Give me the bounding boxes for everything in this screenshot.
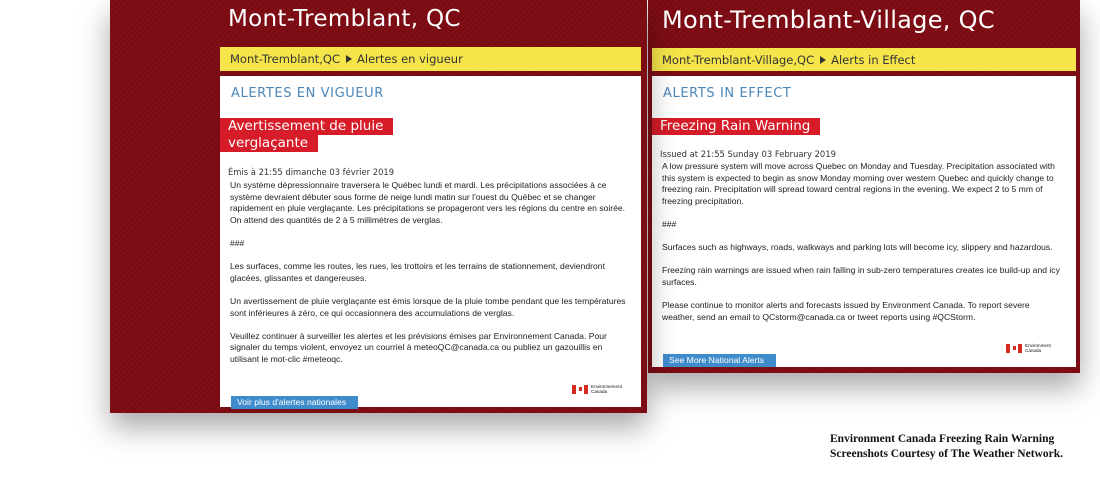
alert-separator: ###: [230, 237, 245, 248]
alert-body: [662, 161, 1064, 335]
alert-paragraph: Veuillez continuer à surveiller les alertes et les prévisions émises par Environnement Canada. Pour signaler du temps violent, envoyez un courriel à meteoQC@canada.ca ou publiez un gazouillis en utilisant le mot-clic #meteoqc.: [230, 330, 607, 364]
alert-body: [230, 180, 629, 377]
logo-text-line: Environment: [1025, 343, 1051, 348]
logo-text-line: Canada: [591, 389, 608, 394]
alert-content: [220, 76, 641, 407]
warning-title: Freezing Rain Warning: [652, 118, 820, 135]
french-alert-screenshot: [110, 0, 647, 413]
alert-separator: ###: [662, 218, 677, 229]
breadcrumb: [220, 47, 641, 71]
environment-canada-logo: [1006, 343, 1051, 353]
alert-paragraph: Les surfaces, comme les routes, les rues, les trottoirs et les terrains de stationnement, deviendront glacées, glissantes et dangereuses.: [230, 261, 605, 283]
alert-content: [652, 76, 1076, 367]
alert-paragraph: Surfaces such as highways, roads, walkways and parking lots will become icy, slippery and hazardous.: [662, 242, 1053, 253]
breadcrumb-arrow-icon: [346, 55, 352, 63]
canada-flag-icon: [1006, 344, 1022, 353]
canada-flag-icon: [572, 385, 588, 394]
warning-heading: [652, 118, 820, 135]
alert-paragraph: A low pressure system will move across Quebec on Monday and Tuesday. Precipitation associated with this system is expected to begin as snow Monday morning over western Quebec and quickly change to freezing rain. Precipitation will spread toward central regions in the evening. We expect 2 to 5 mm of freezing precipitation.: [662, 161, 1055, 206]
logo-text-line: Environnement: [591, 384, 622, 389]
city-title: Mont-Tremblant-Village, QC: [662, 6, 995, 34]
warning-heading: [220, 118, 393, 152]
breadcrumb-location-link[interactable]: Mont-Tremblant,QC: [230, 52, 341, 66]
see-more-alerts-button[interactable]: See More National Alerts: [663, 354, 776, 367]
see-more-alerts-button[interactable]: Voir plus d'alertes nationales: [231, 396, 358, 409]
breadcrumb-current-page: Alerts in Effect: [831, 52, 916, 67]
warning-title-line: verglaçante: [220, 135, 318, 152]
city-title: Mont-Tremblant, QC: [228, 6, 461, 32]
environment-canada-logo: [572, 384, 622, 394]
issued-timestamp: Issued at 21:55 Sunday 03 February 2019: [660, 149, 836, 159]
logo-text-line: Canada: [1025, 348, 1042, 353]
image-caption: [830, 432, 1063, 461]
alert-paragraph: Freezing rain warnings are issued when rain falling in sub-zero temperatures creates ice build-up and icy surfaces.: [662, 265, 1060, 287]
section-title: ALERTS IN EFFECT: [663, 86, 792, 101]
alert-paragraph: Un système dépressionnaire traversera le Québec lundi et mardi. Les précipitations associées à ce système devraient débuter sous forme de neige lundi matin sur l'ouest du Québec et se changer rapidement en pluie verglaçante. Les précipitations se propageront vers les régions du centre en soirée. On attend des quantités de 2 à 5 millimètres de verglas.: [230, 180, 626, 225]
english-alert-screenshot: [648, 0, 1080, 373]
section-title: ALERTES EN VIGUEUR: [231, 86, 384, 101]
warning-title-line: Avertissement de pluie: [220, 118, 393, 135]
caption-line: Environment Canada Freezing Rain Warning: [830, 433, 1055, 445]
breadcrumb-location-link[interactable]: Mont-Tremblant-Village,QC: [662, 52, 815, 67]
breadcrumb: [652, 48, 1076, 71]
breadcrumb-arrow-icon: [820, 56, 826, 64]
alert-paragraph: Please continue to monitor alerts and forecasts issued by Environment Canada. To report severe weather, send an email to QCstorm@canada.ca or tweet reports using #QCStorm.: [662, 300, 1030, 322]
caption-line: Screenshots Courtesy of The Weather Network.: [830, 447, 1063, 460]
breadcrumb-current-page: Alertes en vigueur: [357, 52, 463, 66]
issued-timestamp: Émis à 21:55 dimanche 03 février 2019: [228, 167, 395, 177]
alert-paragraph: Un avertissement de pluie verglaçante est émis lorsque de la pluie tombe pendant que les températures sont inférieures à zéro, ce qui occasionnera des accumulations de verglas.: [230, 295, 626, 318]
